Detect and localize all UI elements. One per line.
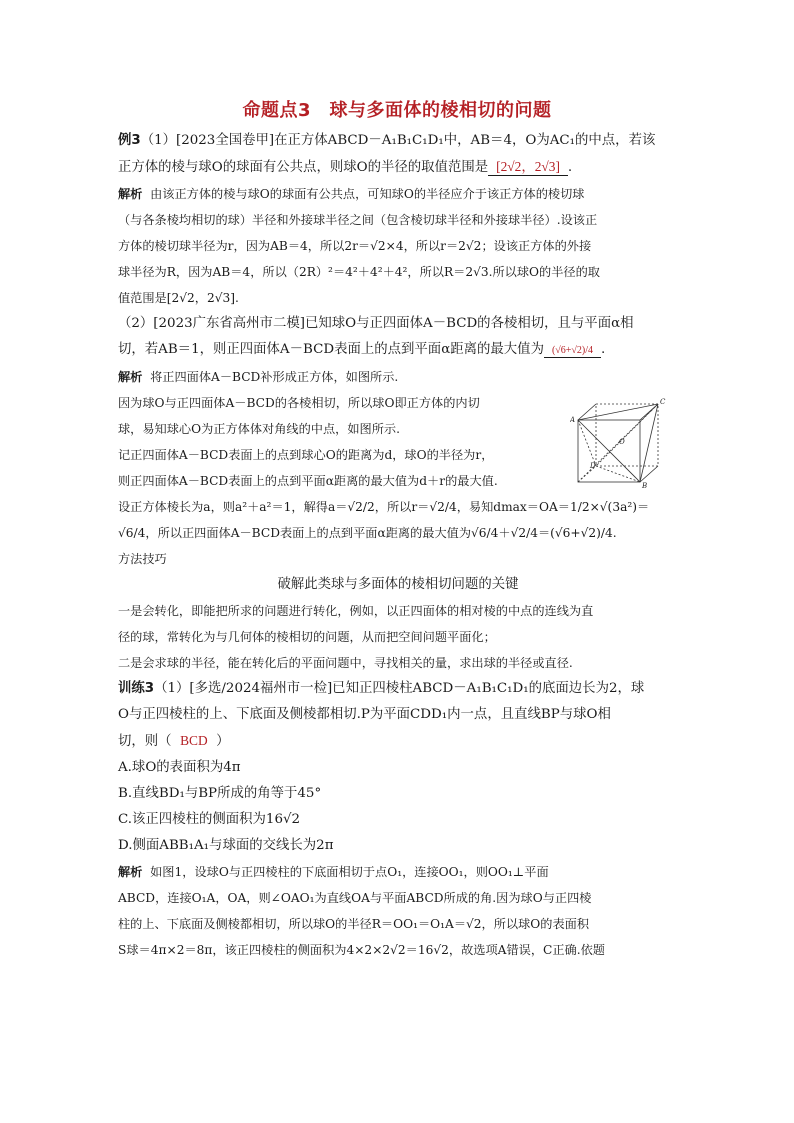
solution-line: 方体的棱切球半径为r，因为AB＝4，所以2r＝√2×4，所以r＝2√2；设该正方体的外接 — [118, 239, 592, 253]
solution-line: 值范围是[2√2，2√3]. — [118, 291, 239, 305]
solution-line: √6/4，所以正四面体A－BCD表面上的点到平面α距离的最大值为√6/4＋√2/4＝(√6+√2)/4. — [118, 526, 617, 540]
solution-text: 如图1，设球O与正四棱柱的下底面相切于点O₁，连接OO₁，则OO₁⊥平面 — [150, 865, 549, 879]
vertex-label: A — [570, 416, 576, 424]
solution-line: 记正四面体A－BCD表面上的点到球心O的距离为d，球O的半径为r， — [118, 448, 494, 462]
content-body — [118, 128, 678, 963]
solution-label: 解析 — [118, 370, 143, 384]
vertex-label: B — [642, 482, 648, 490]
vertex-label: C — [660, 398, 666, 406]
vertex-label: O — [619, 438, 625, 446]
solution-line: （与各条棱均相切的球）半径和外接球半径之间（包含棱切球半径和外接球半径）.设该正 — [118, 213, 598, 227]
technique-line: 径的球，常转化为与几何体的棱相切的问题，从而把空间问题平面化； — [118, 630, 496, 644]
solution-line: 球，易知球心O为正方体体对角线的中点，如图所示. — [118, 422, 400, 436]
tetra-edge — [640, 404, 658, 482]
example-part1-text: （1）[2023全国卷甲]在正方体ABCD－A₁B₁C₁D₁中，AB＝4，O为AC₁的中点，若该 — [140, 133, 656, 148]
example-part1-answer: [2√2，2√3] — [496, 159, 560, 174]
example-part2-text: 切，若AB＝1，则正四面体A－BCD表面上的点到平面α距离的最大值为 — [118, 342, 544, 357]
solution-line: ABCD，连接O₁A，OA，则∠OAO₁为直线OA与平面ABCD所成的角.因为球O与正四棱 — [118, 891, 592, 905]
example-part2-answer: (√6+√2)/4 — [551, 345, 594, 356]
solution-text: 由该正方体的棱与球O的球面有公共点，可知球O的半径应介于该正方体的棱切球 — [150, 187, 585, 201]
technique-heading: 破解此类球与多面体的棱相切问题的关键 — [277, 577, 519, 592]
solution-line: 设正方体棱长为a，则a²＋a²＝1，解得a＝√2/2，所以r＝√2/4，易知dmax＝OA＝1/2×√(3a²)＝ — [118, 500, 650, 514]
cube-tetrahedron-figure — [570, 398, 670, 490]
solution-line: S球＝4π×2＝8π，该正四棱柱的侧面积为4×2×2√2＝16√2，故选项A错误，C正确.依题 — [118, 943, 605, 957]
section-title: 命题点3 球与多面体的棱相切的问题 — [242, 100, 552, 121]
example-question-line — [118, 128, 678, 154]
solution-line: 因为球O与正四面体A－BCD的各棱相切，所以球O即正方体的内切 — [118, 396, 480, 410]
training-question-line: O与正四棱柱的上、下底面及侧棱都相切.P为平面CDD₁内一点，且直线BP与球O相 — [118, 707, 611, 722]
tetra-edge — [596, 404, 658, 466]
technique-line: 一是会转化，即能把所求的问题进行转化，例如，以正四面体的相对棱的中点的连线为直 — [118, 604, 594, 618]
example-label: 例3 — [118, 133, 141, 148]
solution-line: 球半径为R，因为AB＝4，所以（2R）²＝4²＋4²＋4²，所以R＝2√3.所以球O的半径的取 — [118, 265, 600, 279]
training-label: 训练3 — [118, 681, 155, 696]
training-text: （1）[多选/2024福州市一检]已知正四棱柱ABCD－A₁B₁C₁D₁的底面边长为2，球 — [154, 681, 645, 696]
solution-line — [118, 859, 678, 885]
training-text: ） — [216, 734, 230, 749]
option-b: B.直线BD₁与BP所成的角等于45° — [118, 786, 322, 801]
solution-line — [118, 181, 678, 207]
technique-label: 方法技巧 — [118, 552, 167, 566]
answer-blank — [488, 160, 568, 176]
vertex-label: D — [590, 462, 596, 470]
option-c: C.该正四棱柱的侧面积为16√2 — [118, 812, 301, 827]
training-answer: BCD — [180, 733, 208, 748]
solution-line — [118, 364, 678, 390]
option-d: D.侧面ABB₁A₁与球面的交线长为2π — [118, 838, 334, 853]
example-question-line: 正方体的棱与球O的球面有公共点，则球O的半径的取值范围是 [2√2，2√3] . — [118, 159, 573, 175]
example-question-line: （2）[2023广东省高州市二模]已知球O与正四面体A－BCD的各棱相切，且与平面α相 — [118, 316, 634, 331]
example-part1-text: 正方体的棱与球O的球面有公共点，则球O的半径的取值范围是 — [118, 160, 489, 175]
tetra-edge — [578, 404, 658, 420]
training-question-line — [118, 728, 678, 755]
training-text: 切，则（ — [118, 734, 172, 749]
example-question-line: 切，若AB＝1，则正四面体A－BCD表面上的点到平面α距离的最大值为 (√6+√2)/4 . — [118, 342, 606, 357]
solution-label: 解析 — [118, 187, 143, 201]
tetra-edge — [578, 420, 596, 466]
answer-blank — [544, 342, 601, 358]
solution-line: 柱的上、下底面及侧棱都相切，所以球O的半径R＝OO₁＝O₁A＝√2，所以球O的表面积 — [118, 917, 590, 931]
technique-line: 二是会求球的半径，能在转化后的平面问题中，寻找相关的量，求出球的半径或直径. — [118, 656, 573, 670]
solution-line: 则正四面体A－BCD表面上的点到平面α距离的最大值为d＋r的最大值. — [118, 474, 498, 488]
option-a: A.球O的表面积为4π — [118, 760, 241, 775]
solution-label: 解析 — [118, 865, 143, 879]
tetra-edge — [596, 466, 640, 482]
training-question-line — [118, 676, 678, 702]
solution-text: 将正四面体A－BCD补形成正方体，如图所示. — [150, 370, 399, 384]
